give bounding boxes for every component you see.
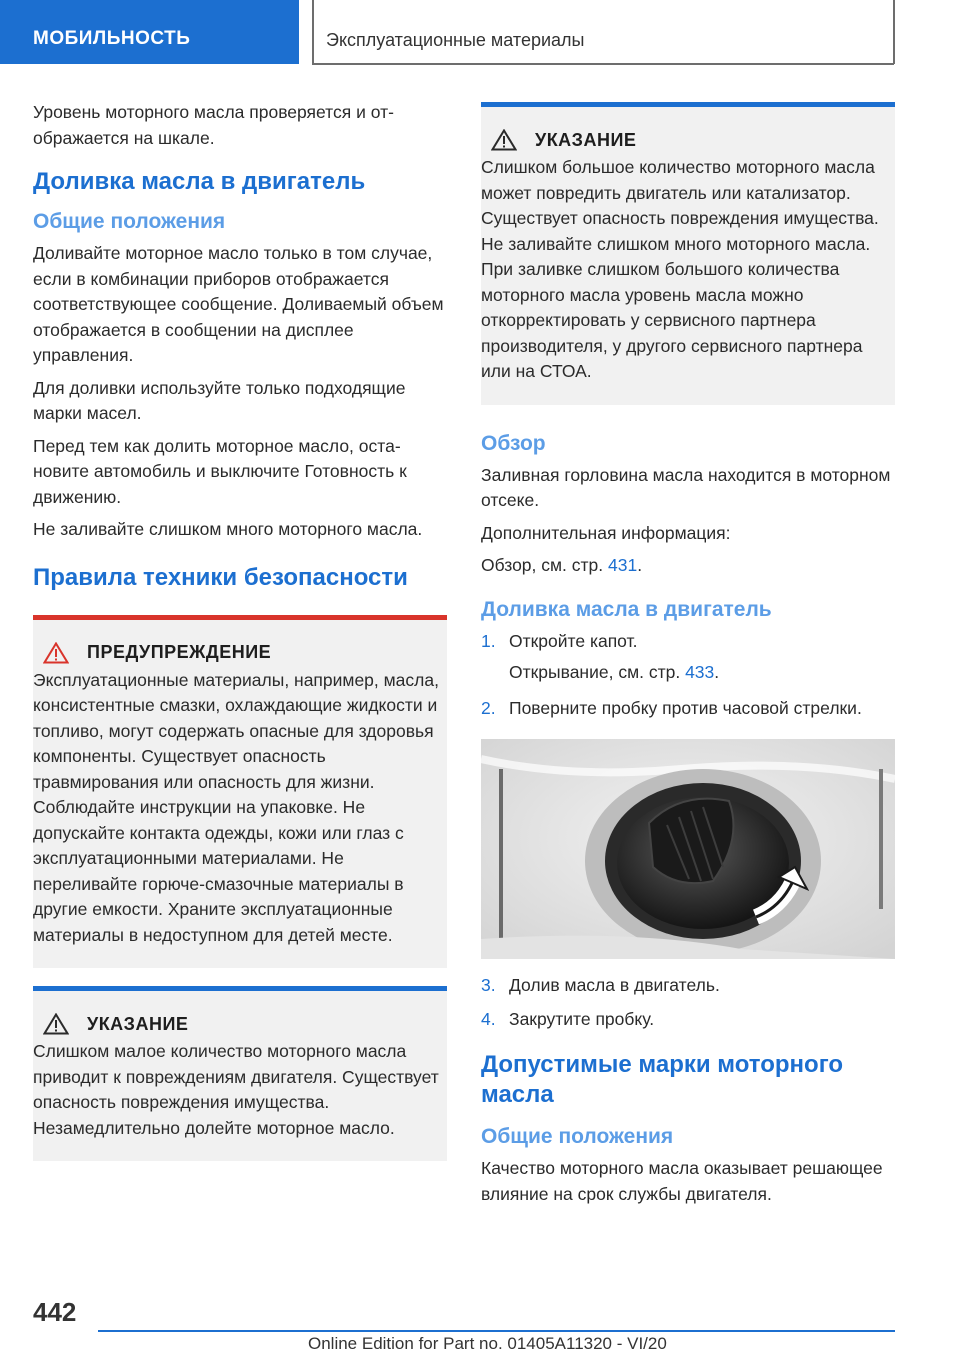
paragraph bbox=[481, 553, 895, 579]
step-text: Откройте капот. bbox=[509, 630, 638, 651]
step-text: Поверните пробку против часовой стрелки. bbox=[509, 697, 862, 718]
steps-list-c bbox=[481, 973, 895, 1032]
warning-box bbox=[33, 615, 447, 969]
step-number: 2. bbox=[481, 697, 496, 718]
paragraph: Качество моторного масла оказывает решающее влияние на срок службы двигателя. bbox=[481, 1158, 883, 1204]
steps-list-b bbox=[481, 696, 895, 722]
paragraph: Доливайте моторное масло только в том случае, если в комбинации приборов отображается соответствующее сообщение. Доливаемый объем отображается в сообщении на дисплее управления. bbox=[33, 243, 444, 365]
note-text: Слишком большое количество моторного масла может повредить двигатель или катализатор. Существует опасность повреждения имущества. Не заливайте слишком много моторного масла. При заливке слишком большого количества моторного масла уровень масла можно откорректировать у сервисного партнера производителя, у другого сервисного партнера или на СТОА. bbox=[481, 157, 879, 381]
paragraph: Перед тем как долить моторное масло, остановите автомобиль и выключите Готовность к движению. bbox=[33, 435, 407, 507]
heading-safety: Правила техники безопасности bbox=[33, 563, 408, 591]
paragraph: Не заливайте слишком много моторного масла. bbox=[33, 519, 423, 539]
page-link-431[interactable]: 431 bbox=[608, 555, 638, 575]
note-box bbox=[33, 986, 447, 1161]
list-item bbox=[481, 973, 895, 999]
paragraph: Заливная горловина масла находится в моторном отсеке. bbox=[481, 464, 891, 510]
heading-general: Общие положения bbox=[481, 1125, 674, 1148]
heading-oil-grades: Допустимые марки моторного масла bbox=[481, 1051, 844, 1108]
step-number: 4. bbox=[481, 1008, 496, 1029]
right-column bbox=[481, 102, 895, 1214]
oil-cap-photo bbox=[481, 739, 895, 959]
ref-text: Обзор, см. стр. bbox=[481, 555, 608, 575]
warning-title: ПРЕДУПРЕЖДЕНИЕ bbox=[87, 642, 272, 662]
list-item bbox=[481, 1007, 895, 1033]
left-column bbox=[33, 100, 447, 1179]
header-underline bbox=[312, 63, 894, 65]
ref-text: Открывание, см. стр. bbox=[509, 662, 686, 682]
note-box bbox=[481, 102, 895, 405]
warning-triangle-icon bbox=[43, 642, 69, 664]
header-divider-right bbox=[893, 0, 895, 64]
header-divider bbox=[312, 0, 314, 64]
page-link-433[interactable]: 433 bbox=[685, 662, 715, 682]
page-number: 442 bbox=[33, 1297, 77, 1327]
edition-text: Online Edition for Part no. 01405A11320 - VI/20 bbox=[308, 1334, 667, 1353]
caution-triangle-icon bbox=[491, 129, 517, 151]
step-number: 1. bbox=[481, 630, 496, 651]
intro-paragraph: Уровень моторного масла проверяется и отображается на шкале. bbox=[33, 102, 394, 148]
step-text: Долив масла в двигатель. bbox=[509, 975, 720, 995]
note-text: Слишком малое количество моторного масла приводит к повреждениям двигателя. Существует опасность повреждения имущества. Незамедлительно долейте моторное масло. bbox=[33, 1041, 439, 1138]
note-title: УКАЗАНИЕ bbox=[87, 1013, 189, 1034]
chapter-title: Эксплуатационные материалы bbox=[326, 30, 585, 50]
section-tab: МОБИЛЬНОСТЬ bbox=[0, 0, 299, 64]
ref-suffix: . bbox=[714, 662, 720, 682]
step-text: Закрутите пробку. bbox=[509, 1008, 655, 1029]
heading-topup: Доливка масла в двигатель bbox=[33, 168, 366, 195]
steps-list-a bbox=[481, 629, 895, 655]
note-title: УКАЗАНИЕ bbox=[535, 129, 637, 150]
caution-triangle-icon bbox=[43, 1013, 69, 1035]
heading-topup: Доливка масла в двигатель bbox=[481, 597, 772, 621]
step-sub-reference bbox=[481, 660, 895, 686]
ref-suffix: . bbox=[637, 555, 643, 575]
list-item bbox=[481, 629, 895, 655]
list-item bbox=[481, 696, 895, 722]
warning-text: Эксплуатационные материалы, например, масла, консистентные смазки, охлаждающие жидкости и топливо, могут содержать опасные для здоровья компоненты. Существует опасность травмирования или опасность для жизни. Соблюдайте инструкции на упаковке. Не допускайте контакта одежды, кожи или глаз с эксплуатационными материалами. Не переливайте горюче-смазочные материалы в другие емкости. Храните эксплуатационные материалы в недоступном для детей месте. bbox=[33, 669, 439, 945]
paragraph: Для доливки используйте только подходящие марки масел. bbox=[33, 377, 406, 423]
heading-overview: Обзор bbox=[481, 431, 546, 455]
footer-rule bbox=[98, 1330, 895, 1332]
step-number: 3. bbox=[481, 975, 496, 995]
heading-general: Общие положения bbox=[33, 210, 226, 233]
paragraph: Дополнительная информация: bbox=[481, 522, 731, 543]
